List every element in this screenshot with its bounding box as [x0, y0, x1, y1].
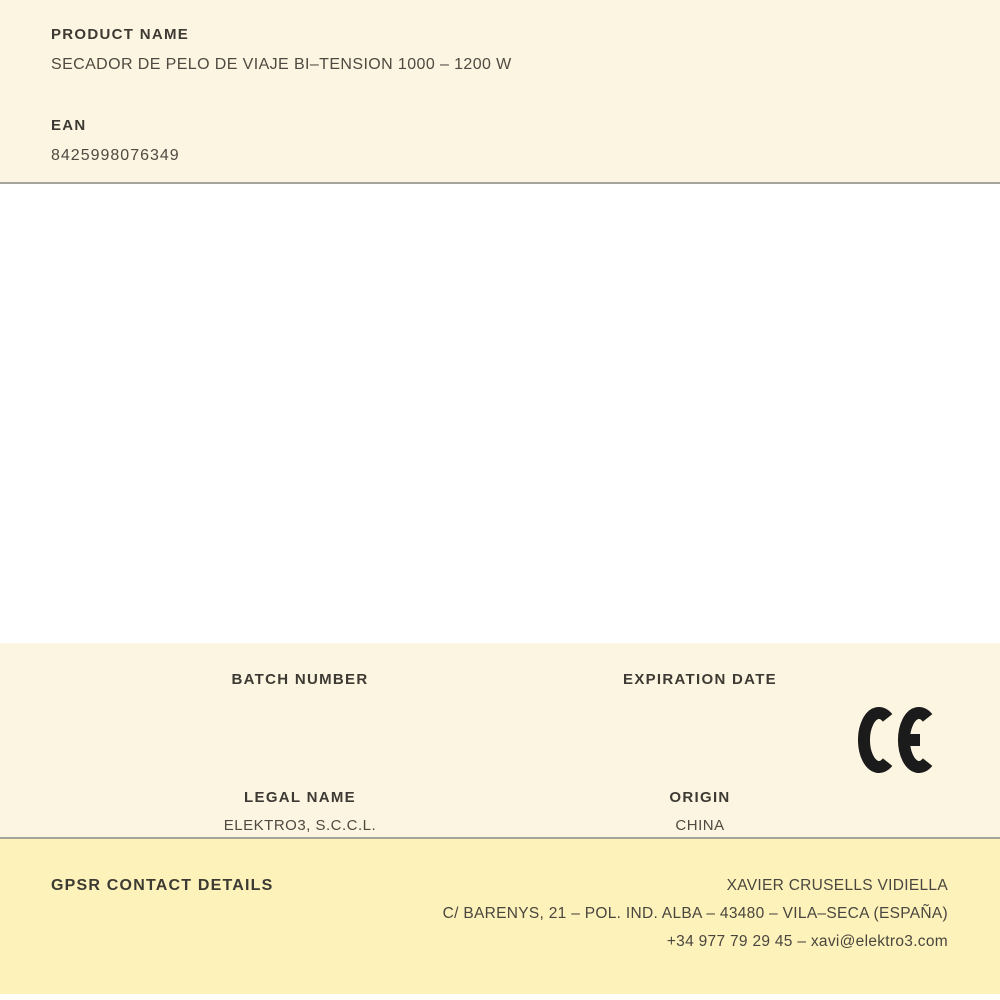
gpsr-contact-details-label: GPSR CONTACT DETAILS [51, 877, 274, 894]
origin-label: ORIGIN [669, 789, 731, 806]
ean-label: EAN [51, 117, 87, 134]
origin-value: CHINA [675, 817, 725, 834]
gpsr-contact-block [443, 878, 948, 962]
legal-name-value: ELEKTRO3, S.C.C.L. [223, 817, 377, 834]
batch-number-label: BATCH NUMBER [231, 671, 369, 688]
legal-origin-row [100, 790, 900, 833]
ean-field [51, 118, 949, 164]
product-name-field [51, 27, 949, 73]
legal-name-field [100, 790, 500, 833]
contact-name: XAVIER CRUSELLS VIDIELLA [726, 877, 948, 894]
expiration-date-value [500, 700, 900, 715]
legal-name-label: LEGAL NAME [244, 789, 356, 806]
origin-field [500, 790, 900, 833]
batch-expiration-row [100, 672, 900, 715]
batch-section [0, 643, 1000, 839]
contact-phone-email: +34 977 79 29 45 – xavi@elektro3.com [666, 933, 948, 950]
product-section [0, 0, 1000, 184]
batch-number-field [100, 672, 500, 715]
contact-address: C/ BARENYS, 21 – POL. IND. ALBA – 43480 – VILA–SECA (ESPAÑA) [442, 905, 948, 922]
product-name-value: SECADOR DE PELO DE VIAJE BI–TENSION 1000 – 1200 W [51, 56, 512, 73]
expiration-date-label: EXPIRATION DATE [623, 671, 777, 688]
product-name-label: PRODUCT NAME [51, 26, 190, 43]
ean-value: 8425998076349 [51, 147, 180, 164]
ce-mark-icon [858, 707, 942, 773]
expiration-date-field [500, 672, 900, 715]
batch-number-value [100, 700, 500, 715]
gpsr-section [0, 839, 1000, 994]
blank-area [0, 184, 1000, 643]
